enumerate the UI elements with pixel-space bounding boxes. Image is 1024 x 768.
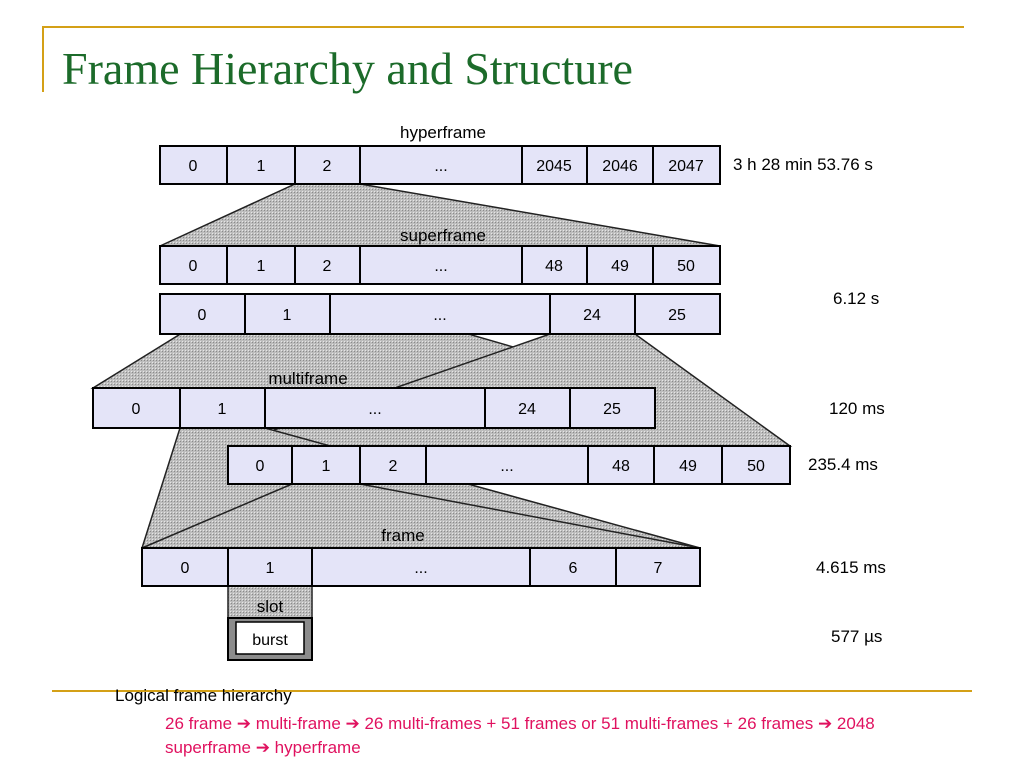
multiframe-cell-text: 1	[217, 401, 227, 418]
multiframe-cell-text: 49	[679, 458, 697, 475]
slot-duration: 577 µs	[831, 627, 883, 646]
slide-title: Frame Hierarchy and Structure	[62, 43, 633, 94]
superframe-label: superframe	[400, 226, 486, 245]
superframe-cell-text: 48	[545, 258, 563, 275]
slot-label: slot	[256, 597, 284, 616]
superframe-cell-text: 50	[677, 258, 695, 275]
hyperframe-duration: 3 h 28 min 53.76 s	[733, 155, 873, 174]
hyperframe-label: hyperframe	[400, 123, 486, 142]
footer-description: 26 frame ➔ multi-frame ➔ 26 multi-frames + 51 frames or 51 multi-frames + 26 frames ➔ 2048 superframe ➔ hyperframe	[165, 714, 875, 757]
superframe-cell-text: 49	[611, 258, 629, 275]
frame-cell-text: 1	[265, 560, 275, 577]
frame-cell-text: 7	[653, 560, 663, 577]
superframe-duration: 6.12 s	[833, 289, 880, 308]
hyperframe-cell-text: 2	[322, 158, 332, 175]
multiframe-cell-text: 50	[747, 458, 765, 475]
hyperframe-cell-text: ...	[434, 158, 448, 175]
superframe-cell-text: 2	[322, 258, 332, 275]
footer-heading: Logical frame hierarchy	[115, 686, 292, 705]
multiframe-cell-text: 2	[388, 458, 398, 475]
superframe-26-row	[160, 294, 720, 334]
frame-duration: 4.615 ms	[816, 558, 886, 577]
frame-cell-text: 0	[180, 560, 190, 577]
hyperframe-cell-text: 1	[256, 158, 266, 175]
hyperframe-cell-text: 2046	[602, 158, 638, 175]
frame-row	[142, 548, 700, 586]
hyperframe-cell-text: 0	[188, 158, 198, 175]
burst-label: burst	[252, 632, 288, 649]
hyperframe-cell-text: 2045	[536, 158, 572, 175]
multiframe-51-duration: 235.4 ms	[808, 455, 878, 474]
hyperframe-row	[160, 146, 720, 184]
multiframe-cell-text: ...	[368, 401, 382, 418]
multiframe-cell-text: 0	[255, 458, 265, 475]
multiframe-cell-text: 0	[131, 401, 141, 418]
hyperframe-cell-text: 2047	[668, 158, 704, 175]
multiframe-cell-text: 1	[321, 458, 331, 475]
superframe-cell-text: 0	[188, 258, 198, 275]
superframe-cell-text: 1	[282, 307, 292, 324]
superframe-cell-text: ...	[433, 307, 447, 324]
superframe-cell-text: 25	[668, 307, 686, 324]
superframe-51-row	[160, 246, 720, 284]
multiframe-26-row	[93, 388, 655, 428]
multiframe-cell-text: 48	[612, 458, 630, 475]
multiframe-label: multiframe	[268, 369, 348, 388]
frame-label: frame	[381, 526, 425, 545]
multiframe-51-row	[228, 446, 790, 484]
multiframe-cell-text: 24	[518, 401, 536, 418]
frame-cell-text: ...	[414, 560, 428, 577]
multiframe-26-duration: 120 ms	[829, 399, 885, 418]
frame-cell-text: 6	[568, 560, 578, 577]
superframe-cell-text: ...	[434, 258, 448, 275]
multiframe-cell-text: 25	[603, 401, 621, 418]
multiframe-cell-text: ...	[500, 458, 514, 475]
superframe-cell-text: 0	[197, 307, 207, 324]
superframe-cell-text: 1	[256, 258, 266, 275]
superframe-cell-text: 24	[583, 307, 601, 324]
